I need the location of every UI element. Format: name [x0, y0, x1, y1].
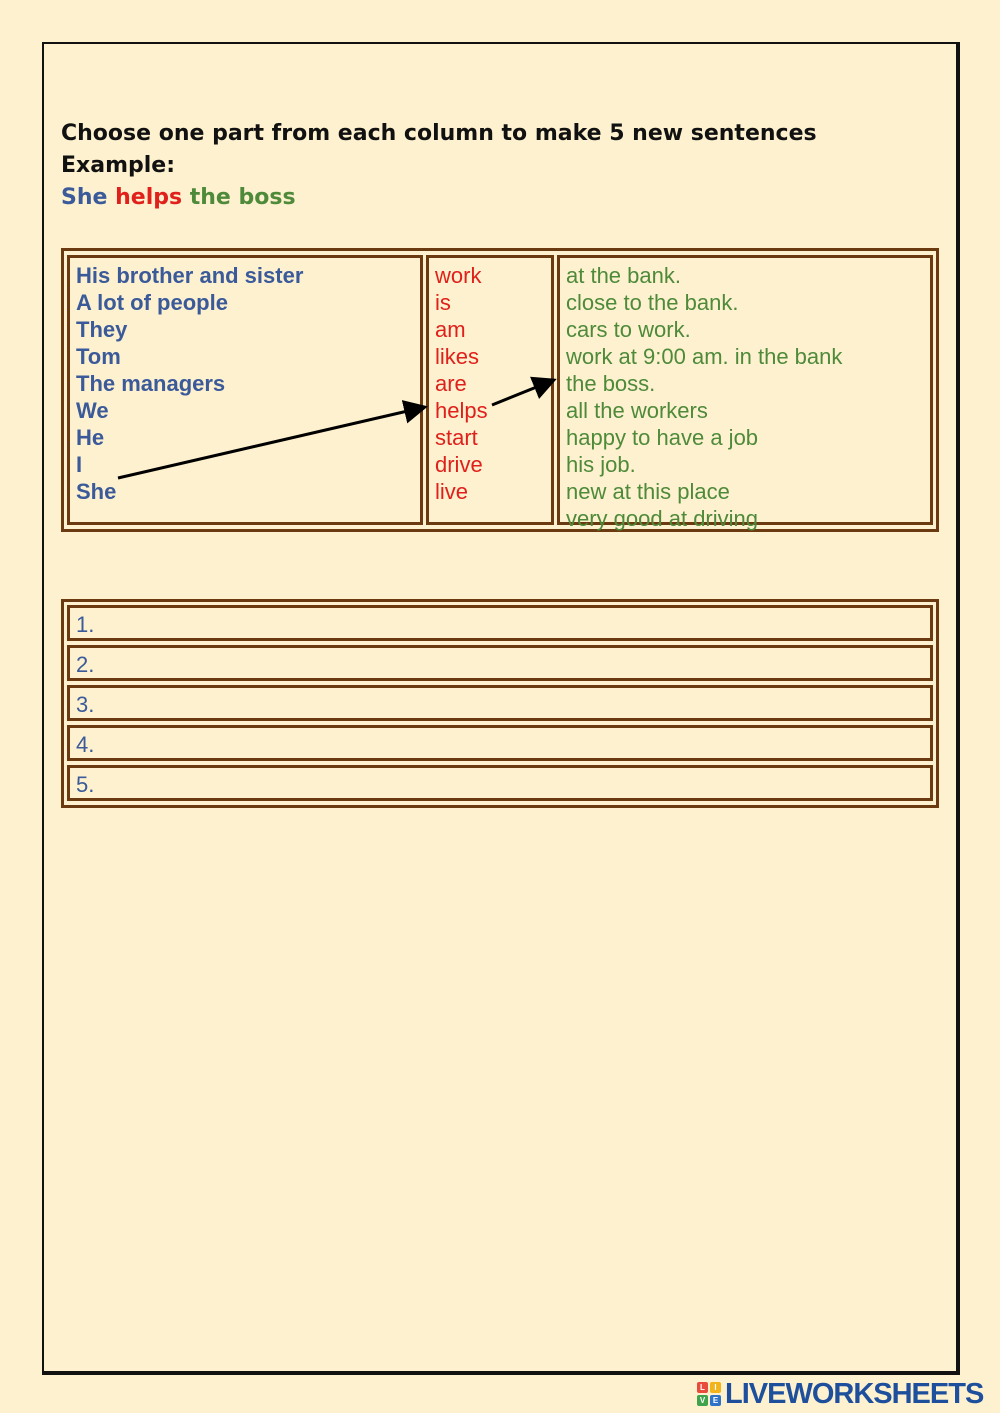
liveworksheets-logo [697, 1377, 983, 1411]
object-item: work at 9:00 am. in the bank [566, 344, 843, 369]
verb-item: is [435, 290, 451, 315]
verb-item: start [435, 425, 478, 450]
subject-item: Tom [76, 344, 121, 369]
subjects-column [67, 255, 423, 525]
instructions [61, 118, 817, 214]
verb-item: live [435, 479, 469, 504]
subject-item: I [76, 452, 83, 477]
object-item: new at this place [566, 479, 730, 504]
word-table [61, 248, 939, 532]
answer-number: 3. [76, 692, 95, 717]
object-item: happy to have a job [566, 425, 759, 450]
example-sentence [61, 182, 817, 214]
subject-item: She [76, 479, 117, 504]
example-label: Example: [61, 153, 175, 178]
subject-item: They [76, 317, 128, 342]
object-item: the boss. [566, 371, 656, 396]
subject-item: His brother and sister [76, 263, 304, 288]
answer-row-4[interactable] [67, 725, 933, 761]
verb-item: helps [435, 398, 488, 423]
subject-item: He [76, 425, 105, 450]
answer-row-5[interactable] [67, 765, 933, 801]
object-item: cars to work. [566, 317, 691, 342]
object-item: very good at driving [566, 506, 758, 531]
answer-table [61, 599, 939, 808]
subject-item: The managers [76, 371, 226, 396]
object-item: at the bank. [566, 263, 681, 288]
answer-number: 2. [76, 652, 95, 677]
verb-item: are [435, 371, 467, 396]
object-item: all the workers [566, 398, 708, 423]
verbs-column [426, 255, 554, 525]
answer-row-1[interactable] [67, 605, 933, 641]
logo-mark-icon: L I V E [697, 1382, 721, 1406]
objects-column [557, 255, 933, 531]
subject-item: A lot of people [76, 290, 228, 315]
object-item: his job. [566, 452, 636, 477]
verb-item: am [435, 317, 466, 342]
verb-item: likes [435, 344, 480, 369]
answer-number: 4. [76, 732, 95, 757]
logo-text: LIVEWORKSHEETS [725, 1377, 984, 1410]
verb-item: drive [435, 452, 483, 477]
object-item: close to the bank. [566, 290, 739, 315]
answer-row-2[interactable] [67, 645, 933, 681]
example-subject: She [61, 185, 108, 210]
instructions-title: Choose one part from each column to make 5 new sentences [61, 121, 817, 146]
subject-item: We [76, 398, 109, 423]
example-verb: helps [115, 185, 183, 210]
answer-number: 5. [76, 772, 95, 797]
example-object: the boss [189, 185, 296, 210]
answer-row-3[interactable] [67, 685, 933, 721]
answer-number: 1. [76, 612, 95, 637]
verb-item: work [435, 263, 482, 288]
